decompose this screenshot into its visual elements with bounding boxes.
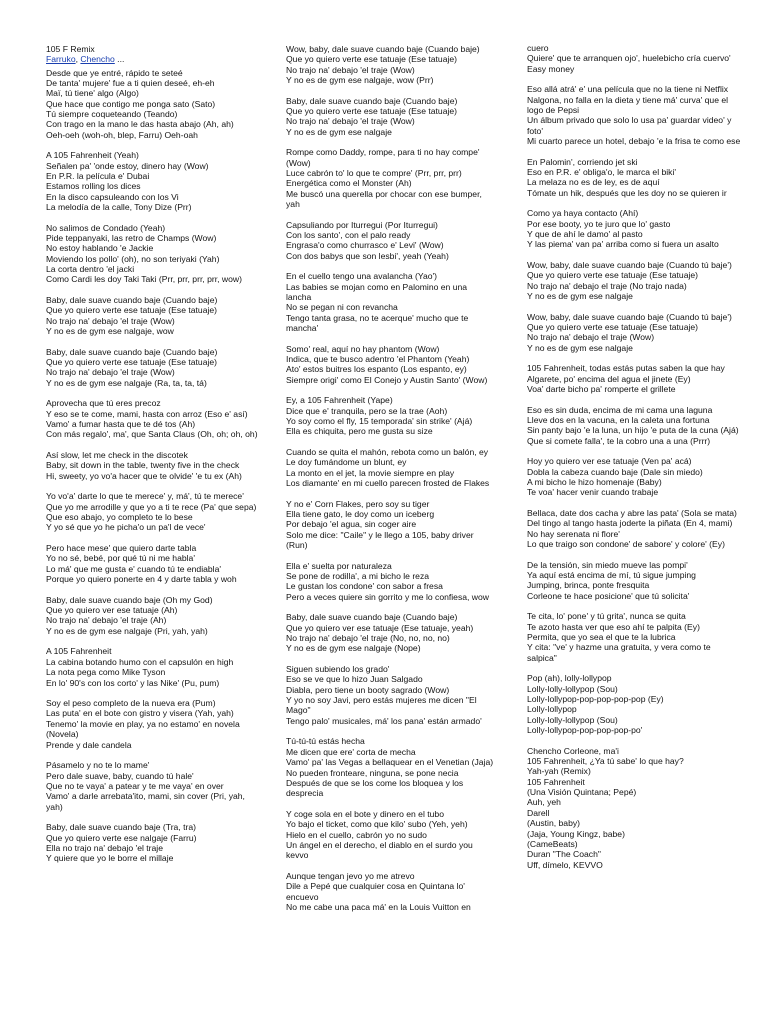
lyrics-stanza xyxy=(286,736,494,798)
lyric-line: Y no es de gym ese nalgaje xyxy=(527,342,633,353)
lyric-line: No trajo na' debajo el traje (No trajo nada) xyxy=(527,280,687,291)
lyrics-column-1 xyxy=(46,44,260,874)
lyric-line: Como ya haya contacto (Ahí) xyxy=(527,208,639,219)
lyric-line: Desde que ye entré, rápido te seteé xyxy=(46,67,183,78)
lyric-line: Me dicen que ere' corta de mecha xyxy=(286,746,416,757)
lyric-line: Pero dale suave, baby, cuando tú hale' xyxy=(46,770,194,781)
lyric-line: La monto en el jet, la movie siempre en play xyxy=(286,467,455,478)
lyric-line: Yo bajo el ticket, como que kilo' subo (Yeh, yeh) xyxy=(286,819,468,830)
lyric-line: Lo que traigo son condone' de sabore' y colore' (Ey) xyxy=(527,539,725,550)
lyric-line: Yo no sé, bebé, por qué tú ni me habla' xyxy=(46,553,195,564)
lyric-line: En P.R. la película e' Dubai xyxy=(46,171,150,182)
lyric-line: Ya aquí está encima de mí, tú sigue jumping xyxy=(527,570,696,581)
lyrics-stanzas xyxy=(46,68,260,864)
lyric-line: Wow, baby, dale suave cuando baje (Cuando tú baje') xyxy=(527,260,732,271)
lyrics-stanza xyxy=(286,447,494,488)
lyric-line: Tenemo' la movie en play, ya no estamo' en novela (Novela) xyxy=(46,718,240,740)
lyrics-stanza xyxy=(286,271,494,333)
lyrics-stanza xyxy=(286,809,494,861)
lyrics-stanza xyxy=(527,508,742,549)
lyric-line: Baby, dale suave cuando baje (Oh my God) xyxy=(46,594,213,605)
lyric-line: No trajo na' debajo 'el traje (Wow) xyxy=(286,64,415,75)
lyric-line: No hay serenata ni flore' xyxy=(527,528,620,539)
lyric-line: No trajo na' debajo 'el traje (No, no, no, no) xyxy=(286,633,450,644)
lyric-line: Chencho Corleone, ma'i xyxy=(527,745,619,756)
lyric-line: Hi, sweety, yo vo'a hacer que te olvide' 'e tu ex (Ah) xyxy=(46,470,242,481)
lyric-line: No trajo na' debajo 'el traje (Ah) xyxy=(46,615,167,626)
lyric-line: Que no te vaya' a patear y te me vaya' en over xyxy=(46,780,224,791)
lyric-line: Los diamante' en mi cuello parecen frosted de Flakes xyxy=(286,478,490,489)
lyric-line: Lleve dos en la vacuna, en la caleta una fortuna xyxy=(527,415,710,426)
lyric-line: Oeh-oeh (woh-oh, blep, Farru) Oeh-oah xyxy=(46,129,198,140)
lyric-line: Capsuliando por Iturregui (Por Iturregui) xyxy=(286,219,438,230)
lyric-line: Jumping, brinca, ponte fresquita xyxy=(527,580,650,591)
lyrics-stanza xyxy=(286,96,494,137)
lyric-line: Te azoto hasta ver que eso ahí te palpita (Ey) xyxy=(527,621,700,632)
lyric-line: Con más regalo', ma', que Santa Claus (Oh, oh; oh, oh) xyxy=(46,429,258,440)
lyric-line: Y no es de gym ese nalgaje (Nope) xyxy=(286,643,421,654)
lyric-line: Pide teppanyaki, las retro de Champs (Wow) xyxy=(46,233,217,244)
artist-link-chencho[interactable]: Chencho xyxy=(80,54,115,65)
lyrics-stanza xyxy=(46,760,260,812)
lyrics-stanza xyxy=(527,456,742,497)
lyric-line: Las babies se mojan como en Palomino en una lancha xyxy=(286,281,468,303)
lyric-line: Tú-tú-tú estás hecha xyxy=(286,736,365,747)
lyric-line: Que yo quiero ver ese tatuaje (Ese tatuaje, yeah) xyxy=(286,622,474,633)
lyric-line: La melaza no es de ley, es de aquí xyxy=(527,177,660,188)
lyric-line: Wow, baby, dale suave cuando baje (Cuando tú baje') xyxy=(527,311,732,322)
lyric-line: Dile a Pepé que cualquier cosa en Quintana lo' encuevo xyxy=(286,881,465,902)
lyrics-stanza xyxy=(46,698,260,750)
lyric-line: Yah-yah (Remix) xyxy=(527,766,591,777)
lyric-line: En Palomin', corriendo jet ski xyxy=(527,156,638,167)
lyric-line: Como Cardi les doy Taki Taki (Prr, prr, prr, prr, wow) xyxy=(46,274,242,285)
lyric-line: Pero hace mese' que quiero darte tabla xyxy=(46,543,197,554)
lyrics-stanza xyxy=(527,157,742,198)
lyric-line: Voa' darte bicho pa' romperte el grillete xyxy=(527,384,676,395)
lyric-line: No trajo na' debajo el traje (Wow) xyxy=(527,332,655,343)
lyric-line: Que yo quiero verte ese tatuaje (Ese tatuaje) xyxy=(286,54,458,65)
lyric-line: Ato' estos buitres los espanto (Los espanto, ey) xyxy=(286,364,467,375)
lyric-line: Quiere' que te arranquen ojo', huelebicho cría cuervo' xyxy=(527,53,731,64)
lyric-line: Vamo' a darle arrebata'ito, mami, sin cover (Pri, yah, yah) xyxy=(46,791,245,812)
artist-link-farruko[interactable]: Farruko xyxy=(46,54,76,65)
lyric-line: Dice que e' tranquila, pero se la trae (Aoh) xyxy=(286,405,448,416)
lyrics-stanza xyxy=(527,312,742,353)
lyric-line: Pásamelo y no te lo mame' xyxy=(46,760,150,771)
lyric-line: Por ese booty, yo te juro que lo' gasto xyxy=(527,218,671,229)
lyric-line: La corta dentro 'el jacki xyxy=(46,264,135,275)
lyric-line: Y no es de gym ese nalgaje (Ra, ta, ta, tá) xyxy=(46,377,207,388)
lyric-line: Vamo' a fumar hasta que te dé tos (Ah) xyxy=(46,419,196,430)
lyrics-stanza xyxy=(527,84,742,146)
lyric-line: Lolly-lollypop-pop-pop-pop-pop (Ey) xyxy=(527,694,664,705)
lyric-line: Ella tiene gato, le doy como un iceberg xyxy=(286,509,435,520)
lyrics-stanza xyxy=(46,822,260,863)
lyric-line: Tú siempre coqueteando (Teando) xyxy=(46,109,178,120)
lyrics-stanza xyxy=(527,611,742,663)
lyrics-column-3 xyxy=(527,43,742,880)
lyric-line: Después de que se los come los bloquea y los desprecia xyxy=(286,777,464,799)
lyrics-stanza xyxy=(46,347,260,388)
lyric-line: Estamos rolling los dices xyxy=(46,181,141,192)
lyric-line: 105 Fahrenheit, todas estás putas saben la que hay xyxy=(527,363,725,374)
lyric-line: Del tingo al tango hasta joderte la piñata (En 4, mami) xyxy=(527,518,733,529)
lyrics-stanza xyxy=(527,746,742,870)
lyric-line: Bellaca, date dos cacha y abre las pata' (Sola se mata) xyxy=(527,508,737,519)
lyric-line: A mi bicho le hizo homenaje (Baby) xyxy=(527,477,662,488)
lyric-line: cuero xyxy=(527,43,549,53)
lyric-line: Auh, yeh xyxy=(527,797,561,808)
lyric-line: De la tensión, sin miedo mueve las pompi' xyxy=(527,559,688,570)
lyric-line: Diabla, pero tiene un booty sagrado (Wow) xyxy=(286,684,450,695)
lyric-line: La melodía de la calle, Tony Dize (Prr) xyxy=(46,202,192,213)
lyric-line: Las puta' en el bote con gistro y visera (Yah, yah) xyxy=(46,708,234,719)
lyrics-stanza xyxy=(46,295,260,336)
lyrics-stanza xyxy=(46,450,260,481)
lyrics-stanzas xyxy=(527,43,742,870)
lyric-line: Rompe como Daddy, rompe, para ti no hay compe' (Wow) xyxy=(286,147,480,168)
lyric-line: No salimos de Condado (Yeah) xyxy=(46,222,166,233)
lyric-line: Siempre origi' como El Conejo y Austin Santo' (Wow) xyxy=(286,374,488,385)
lyric-line: Te voa' hacer venir cuando trabaje xyxy=(527,487,659,498)
lyrics-stanza xyxy=(286,147,494,209)
lyrics-stanza xyxy=(286,395,494,436)
lyric-line: Eso en P.R. e' obliga'o, le marca el biki' xyxy=(527,167,677,178)
lyric-line: Baby, dale suave cuando baje (Cuando baje) xyxy=(286,95,458,106)
lyric-line: Maï, tú tiene' algo (Algo) xyxy=(46,88,139,99)
lyrics-column-2 xyxy=(286,44,494,923)
lyric-line: Un ángel en el derecho, el diablo en el surdo you kevvo xyxy=(286,839,473,861)
lyric-line: Baby, dale suave cuando baje (Cuando baje) xyxy=(46,295,218,306)
lyrics-stanza xyxy=(46,646,260,687)
lyrics-stanzas xyxy=(286,44,494,912)
lyric-line: Y no es de gym ese nalgaje, wow (Prr) xyxy=(286,75,434,86)
lyric-line: La cabina botando humo con el capsulón en high xyxy=(46,656,234,667)
lyrics-stanza xyxy=(286,664,494,726)
lyric-line: Así slow, let me check in the discotek xyxy=(46,450,188,461)
lyric-line: Lolly-lollypop-pop-pop-pop-po' xyxy=(527,725,643,736)
lyric-line: Pero a veces quiere sin gorrito y me lo confiesa, wow xyxy=(286,591,490,602)
lyric-line: (Una Visión Quintana; Pepé) xyxy=(527,787,637,798)
lyric-line: Y que de ahí le damo' al pasto xyxy=(527,229,643,240)
lyric-line: Que eso abajo, yo completo te lo bese xyxy=(46,512,193,523)
lyrics-stanza xyxy=(286,612,494,653)
lyric-line: No trajo na' debajo 'el traje (Wow) xyxy=(46,315,175,326)
lyric-line: En el cuello tengo una avalancha (Yao') xyxy=(286,271,438,282)
lyric-line: Vamo' pa' las Vegas a bellaquear en el Venetian (Jaja) xyxy=(286,757,494,768)
lyric-line: Baby, sit down in the table, twenty five in the check xyxy=(46,460,240,471)
lyric-line: 105 Fahrenheit, ¿Ya tú sabe' lo que hay? xyxy=(527,756,684,767)
lyrics-stanza xyxy=(527,43,742,74)
lyric-line: Luce cabrón to' lo que te compre' (Prr, prr, prr) xyxy=(286,168,462,179)
lyric-line: (CameBeats) xyxy=(527,838,578,849)
lyric-line: Lo má' que me gusta e' cuando tú te endiabla' xyxy=(46,563,222,574)
lyric-line: No pueden fronteare, ninguna, se pone necia xyxy=(286,767,459,778)
lyric-line: Prende y dale candela xyxy=(46,739,132,750)
lyrics-stanza xyxy=(527,673,742,735)
lyric-line: Tengo tanta grasa, no te acerque' mucho que te mancha' xyxy=(286,312,469,334)
lyric-line: Que yo quiero verte ese tatuaje (Ese tatuaje) xyxy=(527,270,699,281)
lyric-line: No trajo na' debajo 'el traje (Wow) xyxy=(46,367,175,378)
lyric-line: Que yo me arrodille y que yo a ti te rece (Pa' que sepa) xyxy=(46,501,257,512)
lyric-line: Somo' real, aquí no hay phantom (Wow) xyxy=(286,343,440,354)
lyrics-stanza xyxy=(286,44,494,85)
lyric-line: Soy el peso completo de la nueva era (Pum) xyxy=(46,698,216,709)
lyric-line: Dobla la cabeza cuando baje (Dale sin miedo) xyxy=(527,466,703,477)
lyrics-stanza xyxy=(286,871,494,912)
lyric-line: Hielo en el cuello, cabrón yo no sudo xyxy=(286,829,427,840)
song-title: 105 F Remix xyxy=(46,44,95,54)
lyric-line: Y eso se te come, mami, hasta con arroz (Eso e' así) xyxy=(46,408,248,419)
lyric-line: A 105 Fahrenheit (Yeah) xyxy=(46,150,139,161)
lyrics-stanza xyxy=(46,595,260,636)
lyric-line: Que yo quiero verte ese tatuaje (Ese tatuaje) xyxy=(46,357,218,368)
lyric-line: Engrasa'o como churrasco e' Levi' (Wow) xyxy=(286,240,444,251)
lyric-line: Hoy yo quiero ver ese tatuaje (Ven pa' acá) xyxy=(527,456,692,467)
lyric-line: Corleone te hace posicione' que tú solicita' xyxy=(527,590,690,601)
lyric-line: Solo me dice: "Caile" y le llego a 105, baby driver (Run) xyxy=(286,529,474,551)
lyric-line: Tómate un hik, después que les doy no se quieren ir xyxy=(527,187,727,198)
lyric-line: No se pegan ni con revancha xyxy=(286,302,398,313)
lyric-line: Pop (ah), lolly-lollypop xyxy=(527,673,612,684)
lyrics-stanza xyxy=(46,398,260,439)
lyric-line: Que yo quiero verte ese nalgaje (Farru) xyxy=(46,832,197,843)
lyric-line: No me cabe una paca má' en la Louis Vuitton en xyxy=(286,901,471,912)
lyric-line: Ey, a 105 Fahrenheit (Yape) xyxy=(286,395,393,406)
lyrics-stanza xyxy=(527,560,742,601)
lyric-line: Baby, dale suave cuando baje (Cuando baje) xyxy=(286,612,458,623)
lyric-line: Eso es sin duda, encima de mi cama una laguna xyxy=(527,404,713,415)
lyric-line: Y no e' Corn Flakes, pero soy su tiger xyxy=(286,498,430,509)
lyric-line: Y no es de gym ese nalgaje xyxy=(286,126,392,137)
lyric-line: Lolly-lollypop xyxy=(527,704,577,715)
lyric-line: Que yo quiero verte ese tatuaje (Ese tatuaje) xyxy=(527,322,699,333)
lyric-line: Lolly-lolly-lollypop (Sou) xyxy=(527,683,618,694)
artist-separator: , xyxy=(75,54,81,65)
lyric-line: Energética como el Monster (Ah) xyxy=(286,178,412,189)
lyric-line: Porque yo quiero ponerte en 4 y darte tabla y woh xyxy=(46,574,237,585)
lyric-line: Con trago en la mano le das hasta abajo (Ah, ah) xyxy=(46,119,234,130)
lyric-line: Y no es de gym ese nalgaje (Pri, yah, yah) xyxy=(46,625,208,636)
lyric-line: (Jaja, Young Kingz, babe) xyxy=(527,828,625,839)
lyric-line: Indica, que te busco adentro 'el Phantom (Yeah) xyxy=(286,354,470,365)
lyric-line: Y no es de gym ese nalgaje xyxy=(527,291,633,302)
lyric-line: Me buscó una querella por chocar con ese bumper, yah xyxy=(286,188,482,210)
lyrics-stanza xyxy=(527,405,742,446)
lyric-line: Ella no trajo na' debajo 'el traje xyxy=(46,842,163,853)
lyric-line: Que yo quiero verte ese tatuaje (Ese tatuaje) xyxy=(286,106,458,117)
lyric-line: La nota pega como Mike Tyson xyxy=(46,667,166,678)
lyric-line: Y las piema' van pa' arriba como si fuera un asalto xyxy=(527,239,719,250)
lyric-line: Eso allá atrá' e' una película que no la tiene ni Netflix xyxy=(527,84,729,95)
lyrics-stanza xyxy=(286,344,494,385)
lyric-line: Y cita: "ve' y hazme una gratuita, y vera como te salpica" xyxy=(527,642,711,663)
lyric-line: Y quiere que yo le borre el millaje xyxy=(46,853,174,864)
lyric-line: Y no es de gym ese nalgaje, wow xyxy=(46,326,174,337)
lyric-line: Ella es chiquita, pero me gusta su size xyxy=(286,426,433,437)
lyric-line: Sin panty bajo 'e la luna, un hijo 'e puta de la cuna (Ajá) xyxy=(527,425,739,436)
lyric-line: Le doy fumándome un blunt, ey xyxy=(286,457,407,468)
lyric-line: En la disco capsuleando con los Vi xyxy=(46,191,179,202)
lyric-line: Wow, baby, dale suave cuando baje (Cuando baje) xyxy=(286,44,480,54)
lyric-line: Con dos babys que son lesbi', yeah (Yeah) xyxy=(286,250,449,261)
lyrics-stanza xyxy=(46,543,260,584)
lyrics-stanza xyxy=(46,491,260,532)
artist-links xyxy=(46,54,260,64)
lyric-line: Permita, que yo sea el que te la lubrica xyxy=(527,632,676,643)
lyrics-stanza xyxy=(46,68,260,140)
lyric-line: Cuando se quita el mahón, rebota como un balón, ey xyxy=(286,447,489,458)
lyric-line: Y yo sé que yo he picha'o un pa'l de vece' xyxy=(46,522,206,533)
lyrics-stanza xyxy=(286,220,494,261)
lyric-line: En lo' 90's con los corto' y las Nike' (Pu, pum) xyxy=(46,677,220,688)
lyric-line: Que yo quiero ver ese tatuaje (Ah) xyxy=(46,605,178,616)
lyric-line: 105 Fahrenheit xyxy=(527,776,585,787)
lyric-line: Por debajo 'el agua, sin coger aire xyxy=(286,519,417,530)
lyric-line: Lolly-lolly-lollypop (Sou) xyxy=(527,714,618,725)
lyric-line: Que yo quiero verte ese tatuaje (Ese tatuaje) xyxy=(46,305,218,316)
lyric-line: Easy money xyxy=(527,63,575,74)
lyric-line: Y yo no soy Javi, pero estás mujeres me dicen "El Mago" xyxy=(286,695,477,716)
lyrics-stanza xyxy=(46,150,260,212)
lyric-line: Ella e' suelta por naturaleza xyxy=(286,560,392,571)
lyric-line: Siguen subiendo los grado' xyxy=(286,664,390,675)
lyric-line: Algarete, po' encima del agua el jinete (Ey) xyxy=(527,373,691,384)
artist-more-ellipsis: ... xyxy=(114,54,125,65)
lyric-line: Darell xyxy=(527,807,550,818)
lyric-line: Y coge sola en el bote y dinero en el tubo xyxy=(286,808,444,819)
lyric-line: Moviendo los pollo' (oh), no son teriyaki (Yah) xyxy=(46,253,220,264)
lyric-line: Yo vo'a' darte lo que te merece' y, má', tú te merece' xyxy=(46,491,244,502)
lyric-line: (Austin, baby) xyxy=(527,818,581,829)
lyric-line: Aprovecha que tú eres precoz xyxy=(46,398,161,409)
lyric-line: Tengo palo' musicales, má' los pana' están armado' xyxy=(286,715,482,726)
lyric-line: Mi cuarto parece un hotel, debajo 'e la frisa te como ese xyxy=(527,136,741,147)
lyric-line: Se pone de rodilla', a mi bicho le reza xyxy=(286,571,430,582)
lyrics-stanza xyxy=(527,260,742,301)
lyric-line: Que si comete falla', te la cobro una a una (Prrr) xyxy=(527,435,711,446)
lyric-line: Yo soy como el fly, 15 temporada' sin strike' (Ajá) xyxy=(286,416,473,427)
lyrics-stanza xyxy=(286,561,494,602)
lyrics-stanza xyxy=(286,499,494,551)
lyric-line: Te cita, lo' pone' y tú grita', nunca se quita xyxy=(527,611,686,622)
lyric-line: Que hace que contigo me ponga sato (Sato) xyxy=(46,98,216,109)
lyric-line: Baby, dale suave cuando baje (Tra, tra) xyxy=(46,822,196,833)
lyrics-stanza xyxy=(527,208,742,249)
lyric-line: A 105 Fahrenheit xyxy=(46,646,112,657)
lyric-line: Aunque tengan jevo yo me atrevo xyxy=(286,870,415,881)
lyric-line: Duran "The Coach" xyxy=(527,849,601,860)
lyric-line: Señalen pa' 'onde estoy, dinero hay (Wow) xyxy=(46,160,209,171)
lyric-line: Eso se ve que lo hizo Juan Salgado xyxy=(286,674,423,685)
lyrics-stanza xyxy=(527,363,742,394)
lyric-line: Con los santo', con el palo ready xyxy=(286,230,411,241)
lyric-line: Nalgona, no falla en la dieta y tiene má' curva' que el logo de Pepsi xyxy=(527,94,729,116)
lyric-line: Le gustan los condone' con sabor a fresa xyxy=(286,581,443,592)
lyric-line: Uff, dímelo, KEVVO xyxy=(527,859,603,870)
lyrics-stanza xyxy=(46,223,260,285)
lyric-line: No trajo na' debajo 'el traje (Wow) xyxy=(286,116,415,127)
lyric-line: Baby, dale suave cuando baje (Cuando baje) xyxy=(46,346,218,357)
lyric-line: Un álbum privado que solo lo usa pa' guardar video' y foto' xyxy=(527,115,732,136)
lyric-line: No estoy hablando 'e Jackie xyxy=(46,243,154,254)
lyric-line: De tanta' mujere' fue a ti quien deseé, eh-eh xyxy=(46,78,215,89)
